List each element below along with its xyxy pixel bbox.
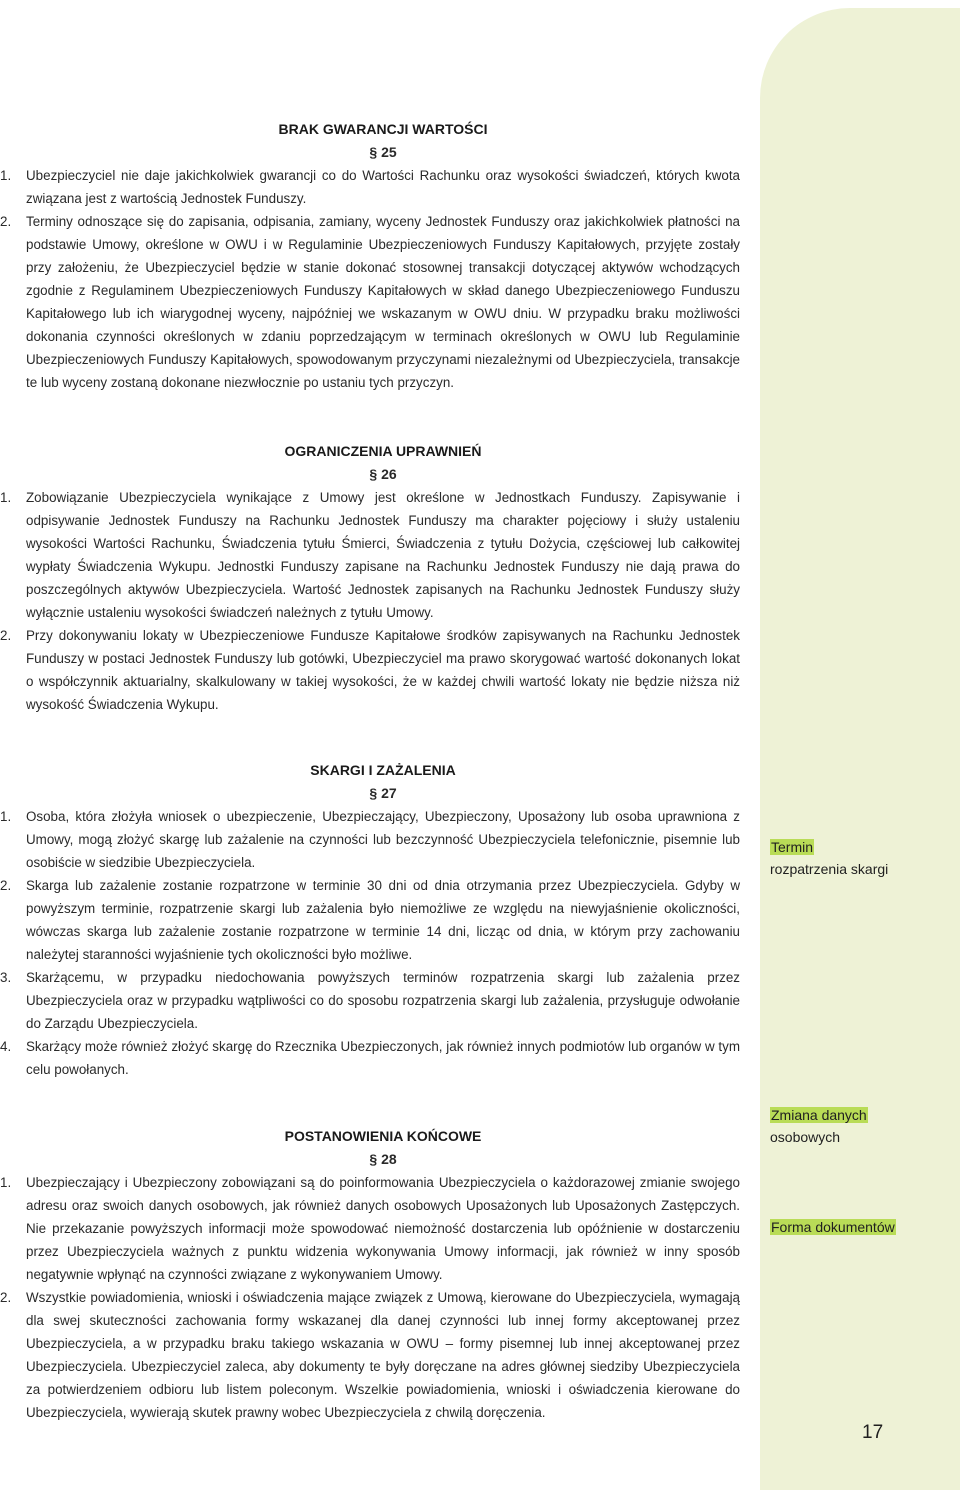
list-item [0,1035,740,1081]
item-text: Ubezpieczający i Ubezpieczony zobowiązani są do poinformowania Ubezpieczyciela o każdorazowej zmianie swojego adresu oraz swoich danych osobowych, jak również danych osobowych Uposażonych lub Uposażonych Zastępczych. Nie przekazanie powyższych informacji może spowodować niemożność dostarczenia lub opóźnienie w dostarczeniu przez Ubezpieczyciela ważnych z punktu widzenia wykonywania Umowy informacji, jak również w inny sposób negatywnie wpłynąć na czynności związane z wykonywaniem Umowy. [26,1175,740,1282]
paragraph-sign: § [369,1151,378,1167]
margin-note-complaint-deadline [770,836,888,880]
section-number [26,1148,740,1171]
section-title: SKARGI I ZAŻALENIA [310,762,456,778]
list-item [0,966,740,1035]
margin-note-line1: Forma dokumentów [771,1219,895,1235]
list-item [0,805,740,874]
section-number [26,782,740,805]
paragraph-sign: § [369,466,378,482]
item-text: Skarżącemu, w przypadku niedochowania powyższych terminów rozpatrzenia skargi lub zażalenia przez Ubezpieczyciela oraz w przypadku wątpliwości co do sposobu rozpatrzenia skargi lub zażalenia, przysługuje odwołanie do Zarządu Ubezpieczyciela. [26,970,740,1031]
section-number-value: 26 [381,466,397,482]
list-item [0,1286,740,1424]
item-number: 3. [0,970,12,985]
item-number: 1. [0,490,12,505]
item-number: 2. [0,878,12,893]
document-body [0,118,740,1424]
item-number: 2. [0,214,12,229]
item-text: Skarżący może również złożyć skargę do Rzecznika Ubezpieczonych, jak również innych podmiotów lub organów w tym celu powołanych. [26,1039,740,1077]
paragraph-sign: § [369,144,378,160]
item-text: Skarga lub zażalenie zostanie rozpatrzone w terminie 30 dni od dnia otrzymania przez Ubezpieczyciela. Gdyby w powyższym terminie, rozpatrzenie skargi lub zażalenia było niemożliwe ze względu na niewyjaśnienie okoliczności, wówczas skarga lub zażalenie zostanie rozpatrzone w terminie 14 dni, licząc od dnia, w którym przy zachowaniu należytej staranności wyjaśnienie tych okoliczności było możliwe. [26,878,740,962]
section-title: BRAK GWARANCJI WARTOŚCI [278,121,488,137]
section-25 [0,118,740,394]
margin-note-line1: Zmiana danych [771,1107,867,1123]
item-number: 1. [0,809,12,824]
item-text: Terminy odnoszące się do zapisania, odpisania, zamiany, wyceny Jednostek Funduszy oraz jakichkolwiek płatności na podstawie Umowy, określone w OWU i w Regulaminie Ubezpieczeniowych Funduszy Kapitałowych, przyjęte zostały przy założeniu, że Ubezpieczyciel będzie w stanie dokonać stosownej transakcji dotyczącej aktywów wchodzących zgodnie z Regulaminem Ubezpieczeniowych Funduszy Kapitałowych w skład danego Ubezpieczeniowego Funduszu Kapitałowego lub ich wiarygodnej wyceny, najpóźniej we wskazanym w OWU dniu. W przypadku braku możliwości dokonania czynności określonych w zdaniu poprzedzającym w terminach określonych w OWU lub Regulaminie Ubezpieczeniowych Funduszy Kapitałowych, spowodowanym przyczynami niezależnymi od Ubezpieczyciela, transakcje te lub wyceny zostaną dokonane niezwłocznie po ustaniu tych przyczyn. [26,214,740,390]
margin-note-data-change [770,1104,868,1148]
section-title: OGRANICZENIA UPRAWNIEŃ [284,443,482,459]
section-number-value: 27 [381,785,397,801]
margin-note-line2: osobowych [770,1129,841,1145]
list-item [0,874,740,966]
section-27 [0,759,740,1081]
item-text: Osoba, która złożyła wniosek o ubezpieczenie, Ubezpieczający, Ubezpieczony, Uposażony lub osoba uprawniona z Umowy, mogą złożyć skargę lub zażalenie na czynności lub bezczynność Ubezpieczyciela telefonicznie, pisemnie lub osobiście w siedzibie Ubezpieczyciela. [26,809,740,870]
margin-note-document-form [770,1216,896,1238]
section-number-value: 28 [381,1151,397,1167]
item-number: 1. [0,168,12,183]
paragraph-sign: § [369,785,378,801]
margin-note-line1: Termin [771,839,814,855]
item-text: Przy dokonywaniu lokaty w Ubezpieczeniowe Fundusze Kapitałowe środków zapisywanych na Rachunku Jednostek Funduszy w postaci Jednostek Funduszy lub gotówki, Ubezpieczyciel ma prawo skorygować wartość dokonanych lokat o współczynnik aktuarialny, skalkulowany w takiej wysokości, że w każdej chwili wartość lokaty nie będzie niższa niż wysokość Świadczenia Wykupu. [26,628,740,712]
margin-note-line2: rozpatrzenia skargi [770,861,889,877]
section-title: POSTANOWIENIA KOŃCOWE [284,1128,482,1144]
section-28 [0,1125,740,1424]
list-item [0,486,740,624]
section-number [26,141,740,164]
list-item [0,210,740,394]
page-number: 17 [862,1422,884,1443]
item-number: 1. [0,1175,12,1190]
list-item [0,624,740,716]
section-26 [0,440,740,716]
item-text: Zobowiązanie Ubezpieczyciela wynikające z Umowy jest określone w Jednostkach Funduszy. Zapisywanie i odpisywanie Jednostek Funduszy na Rachunku Jednostek Funduszy ma charakter pojęciowy i służy ustaleniu wysokości Wartości Rachunku, Świadczenia tytułu Śmierci, Świadczenia z tytułu Dożycia, częściowej lub całkowitej wypłaty Świadczenia Wykupu. Jednostki Funduszy zapisane na Rachunku Jednostek Funduszy nie dają prawa do poszczególnych aktywów Ubezpieczyciela. Wartość Jednostek zapisanych na Rachunku Jednostek Funduszy służy wyłącznie ustaleniu wysokości świadczeń należnych z tytułu Umowy. [26,490,740,620]
item-text: Wszystkie powiadomienia, wnioski i oświadczenia mające związek z Umową, kierowane do Ubezpieczyciela, wymagają dla swej skuteczności zachowania formy wskazanej dla danej czynności lub innej formy akceptowanej przez Ubezpieczyciela, a w przypadku braku takiego wskazania w OWU – formy pisemnej lub innej akceptowanej przez Ubezpieczyciela. Ubezpieczyciel zaleca, aby dokumenty te były doręczane na adres głównej siedziby Ubezpieczyciela za potwierdzeniem odbioru lub listem poleconym. Wszelkie powiadomienia, wnioski i oświadczenia kierowane do Ubezpieczyciela, wywierają skutek prawny wobec Ubezpieczyciela z chwilą doręczenia. [26,1290,740,1420]
item-number: 2. [0,1290,12,1305]
list-item [0,1171,740,1286]
section-number-value: 25 [381,144,397,160]
list-item [0,164,740,210]
section-number [26,463,740,486]
side-margin-band [760,8,960,1490]
item-number: 4. [0,1039,12,1054]
item-text: Ubezpieczyciel nie daje jakichkolwiek gwarancji co do Wartości Rachunku oraz wysokości świadczeń, których kwota związana jest z wartością Jednostek Funduszy. [26,168,740,206]
item-number: 2. [0,628,12,643]
